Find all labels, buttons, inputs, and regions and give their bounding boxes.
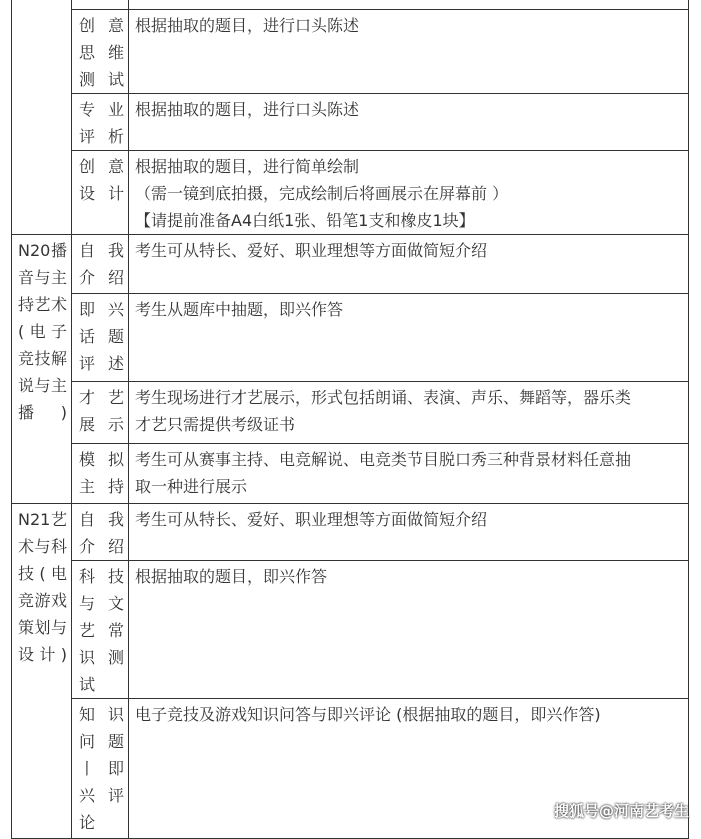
description-line: （需一镜到底拍摄，完成绘制后将画展示在屏幕前 ） [135,184,509,203]
table-row [12,504,689,561]
description-line: 根据抽取的题目，进行口头陈述 [135,100,360,119]
subject-cell: 自我介绍 [72,235,129,294]
subject-cell: 创意思维测试 [72,10,129,94]
description-line: 电子竞技及游戏知识问答与即兴评论 (根据抽取的题目，即兴作答) [135,705,601,724]
description-line: 才艺只需提供考级证书 [135,415,296,434]
table-row [12,294,689,382]
description-line: 考生从题库中抽题，即兴作答 [135,300,344,319]
exam-table [11,0,689,839]
major-cell: N20播音与主持艺术(电子竞技解说与主播) [12,235,72,504]
subject-cell: 自我介绍 [72,504,129,561]
table-row [12,235,689,294]
description-line: 考生现场进行才艺展示，形式包括朗诵、表演、声乐、舞蹈等，器乐类 [135,388,632,407]
description-cell [129,151,689,235]
major-cell-prev [12,0,72,235]
table-row [12,382,689,444]
description-line: 根据抽取的题目，进行口头陈述 [135,16,360,35]
table-row [12,0,689,10]
description-cell [129,504,689,561]
description-line: 取一种进行展示 [135,477,248,496]
description-line: 根据抽取的题目，即兴作答 [135,567,328,586]
watermark: 搜狐号@河南艺考生 [553,802,689,820]
description-line: 考生可从赛事主持、电竞解说、电竞类节目脱口秀三种背景材料任意抽 [135,450,632,469]
table-row [12,151,689,235]
table-row [12,94,689,151]
description-cell [129,294,689,382]
description-cell [129,0,689,10]
table-row [12,10,689,94]
description-cell [129,10,689,94]
description-line: 根据抽取的题目，进行简单绘制 [135,157,360,176]
subject-cell [72,0,129,10]
table-row [12,561,689,699]
subject-cell: 模拟主持 [72,444,129,504]
description-cell [129,382,689,444]
table-row [12,444,689,504]
description-cell [129,444,689,504]
subject-cell: 创意设计 [72,151,129,235]
subject-cell: 即兴话题评述 [72,294,129,382]
description-cell [129,561,689,699]
major-cell: N21艺术与科技(电竞游戏策划与设计) [12,504,72,839]
description-cell [129,94,689,151]
subject-cell: 才艺展示 [72,382,129,444]
description-line: 【请提前准备A4白纸1张、铅笔1支和橡皮1块】 [135,211,475,230]
subject-cell: 专业评析 [72,94,129,151]
subject-cell: 科技与文艺常识测试 [72,561,129,699]
description-line: 考生可从特长、爱好、职业理想等方面做简短介绍 [135,241,488,260]
description-cell [129,235,689,294]
description-line: 考生可从特长、爱好、职业理想等方面做简短介绍 [135,510,488,529]
subject-cell: 知识问题丨即兴评论 [72,699,129,839]
